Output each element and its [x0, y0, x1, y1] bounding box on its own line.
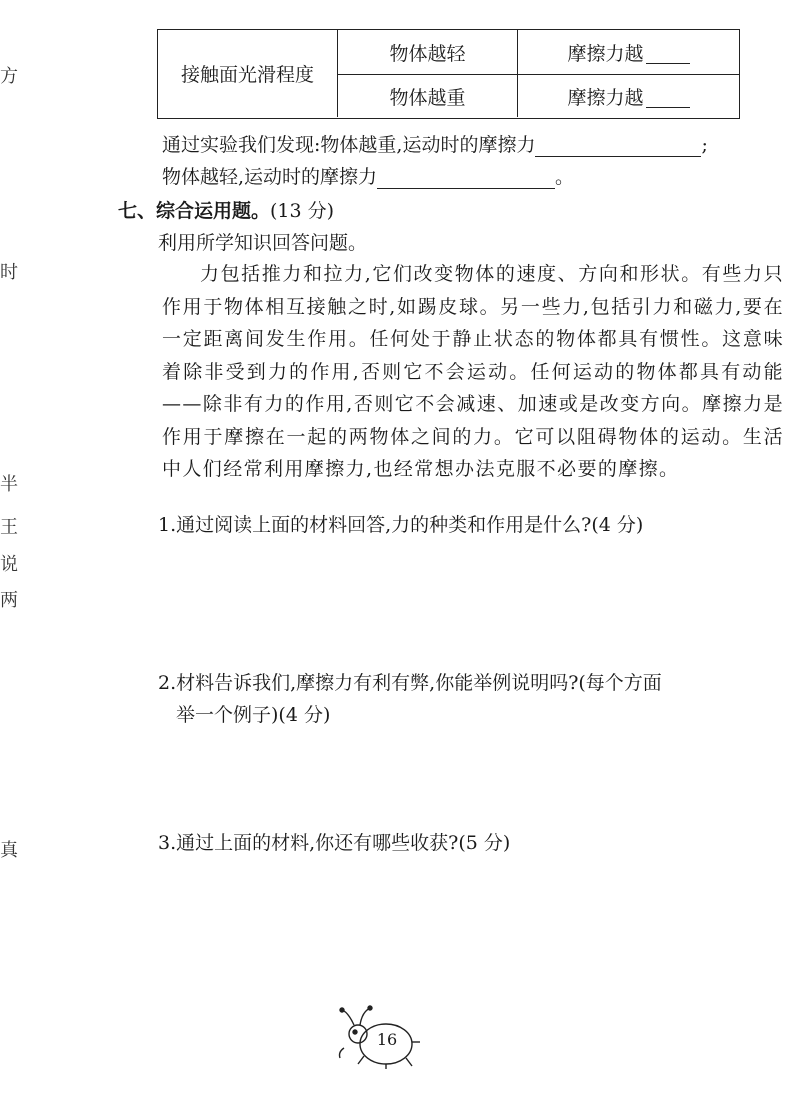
section-heading: 七、综合运用题。 — [118, 200, 271, 222]
punctuation: ; — [701, 134, 708, 156]
margin-fragment: 说 — [0, 554, 18, 575]
question-1: 1.通过阅读上面的材料回答,力的种类和作用是什么?(4 分) — [158, 514, 644, 536]
answer-blank[interactable] — [646, 41, 690, 64]
section-title — [118, 196, 334, 223]
table-cell-result — [518, 30, 739, 74]
section-score: (13 分) — [270, 200, 335, 222]
margin-fragment: 方 — [0, 66, 18, 87]
table-cell-condition: 物体越轻 — [338, 30, 518, 74]
margin-fragment: 王 — [0, 517, 18, 538]
margin-fragment: 时 — [0, 262, 18, 283]
margin-fragment: 真 — [0, 840, 18, 861]
answer-blank[interactable] — [377, 166, 555, 189]
result-label: 摩擦力越 — [567, 86, 644, 109]
page-number: 16 — [376, 1030, 398, 1049]
question-2: 2.材料告诉我们,摩擦力有利有弊,你能举例说明吗?(每个方面 — [158, 672, 662, 694]
friction-table — [157, 29, 740, 119]
table-cell-condition: 物体越重 — [338, 74, 518, 117]
finding-line-2 — [162, 162, 574, 189]
table-row-header: 接触面光滑程度 — [158, 30, 338, 117]
result-label: 摩擦力越 — [567, 42, 644, 65]
reading-passage: 力包括推力和拉力,它们改变物体的速度、方向和形状。有些力只作用于物体相互接触之时,如踢皮球。另一些力,包括引力和磁力,要在一定距离间发生作用。任何处于静止状态的物体都具有惯性。这意味着除非受到力的作用,否则它不会运动。任何运动的物体都具有动能——除非有力的作用,否则它不会减速、加速或是改变方向。摩擦力是作用于摩擦在一起的两物体之间的力。它可以阻碍物体的运动。生活中人们经常利用摩擦力,也经常想办法克服不必要的摩擦。 — [162, 263, 784, 480]
margin-fragment: 半 — [0, 474, 18, 495]
finding-text: 通过实验我们发现:物体越重,运动时的摩擦力 — [162, 134, 536, 156]
question-2-continued: 举一个例子)(4 分) — [176, 704, 331, 726]
answer-blank[interactable] — [646, 85, 690, 108]
table-cell-result — [518, 74, 739, 117]
margin-fragment: 两 — [0, 590, 18, 611]
instruction: 利用所学知识回答问题。 — [158, 232, 368, 254]
finding-line-1 — [162, 130, 708, 157]
punctuation: 。 — [555, 166, 575, 188]
finding-text: 物体越轻,运动时的摩擦力 — [162, 166, 378, 188]
question-3: 3.通过上面的材料,你还有哪些收获?(5 分) — [158, 832, 511, 854]
answer-blank[interactable] — [535, 134, 701, 157]
